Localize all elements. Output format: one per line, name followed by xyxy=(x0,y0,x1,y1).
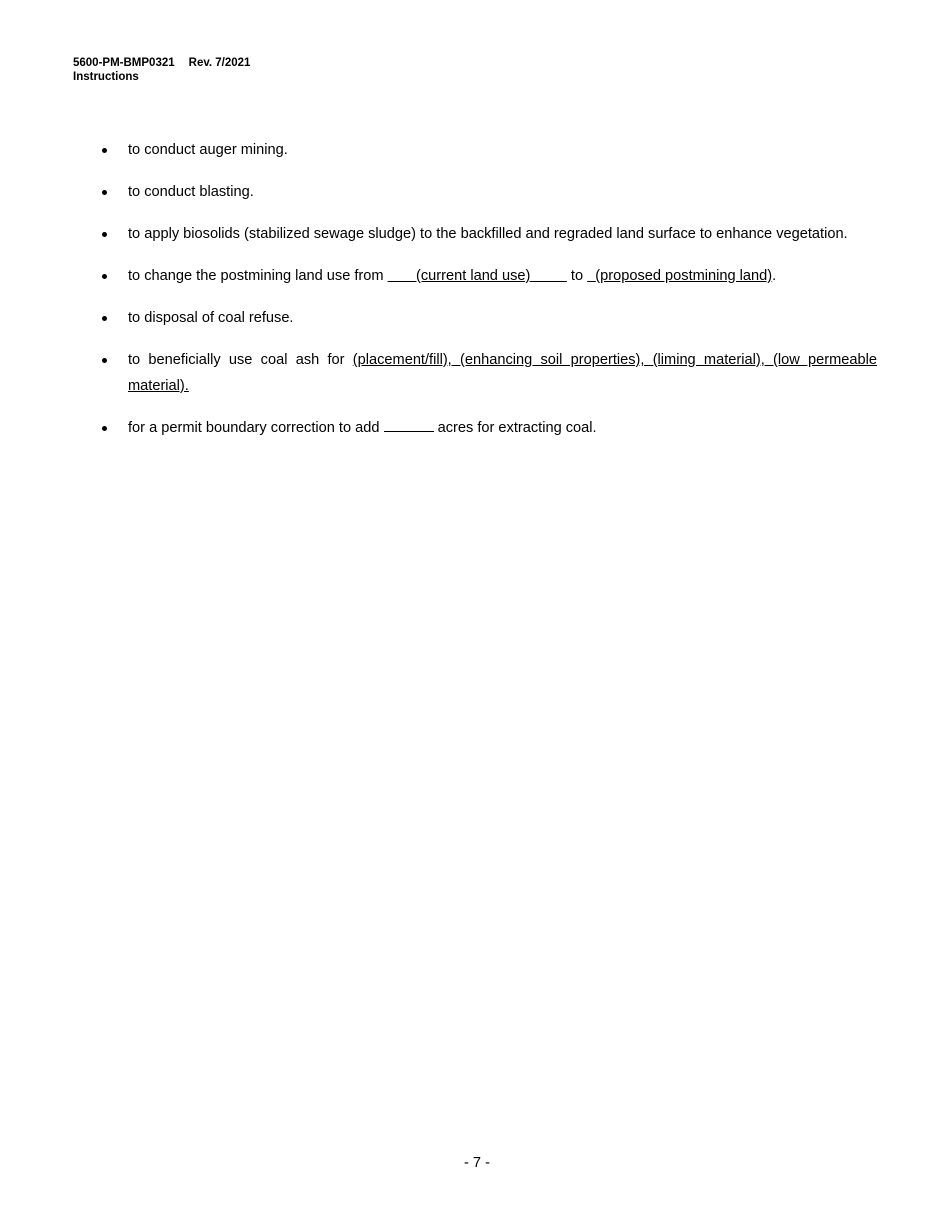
revision: Rev. 7/2021 xyxy=(188,57,251,69)
item-text: to beneficially use coal ash for xyxy=(128,352,353,368)
list-item xyxy=(128,137,877,163)
bullet-list xyxy=(128,137,877,457)
item-text: to apply biosolids (stabilized sewage sludge) to the backfilled and regraded land surface to enhance vegetation. xyxy=(128,226,848,242)
list-item xyxy=(128,179,877,205)
page-number: - 7 - xyxy=(464,1155,490,1171)
list-item xyxy=(128,305,877,331)
item-text: to disposal of coal refuse. xyxy=(128,310,294,326)
coal-ash-use-field: (placement/fill), (enhancing soil properties), (liming material), (low permeable material). xyxy=(128,352,877,394)
item-text: . xyxy=(772,268,777,284)
current-land-use-field xyxy=(388,268,567,284)
field-label: (current land use) xyxy=(416,268,531,284)
list-item xyxy=(128,415,877,441)
document-header xyxy=(73,56,250,84)
list-item xyxy=(128,347,877,399)
list-item xyxy=(128,221,877,247)
list-item xyxy=(128,263,877,289)
field-label: (proposed postmining land) xyxy=(595,268,773,284)
form-number: 5600-PM-BMP0321 xyxy=(73,57,175,69)
item-text: to xyxy=(566,268,588,284)
item-text: acres for extracting coal. xyxy=(433,420,597,436)
proposed-land-use-field xyxy=(587,268,772,284)
acres-blank xyxy=(384,417,434,432)
item-text: to conduct auger mining. xyxy=(128,142,288,158)
item-text: for a permit boundary correction to add xyxy=(128,420,384,436)
item-text: to conduct blasting. xyxy=(128,184,254,200)
item-text: to change the postmining land use from xyxy=(128,268,388,284)
section-title: Instructions xyxy=(73,71,139,83)
